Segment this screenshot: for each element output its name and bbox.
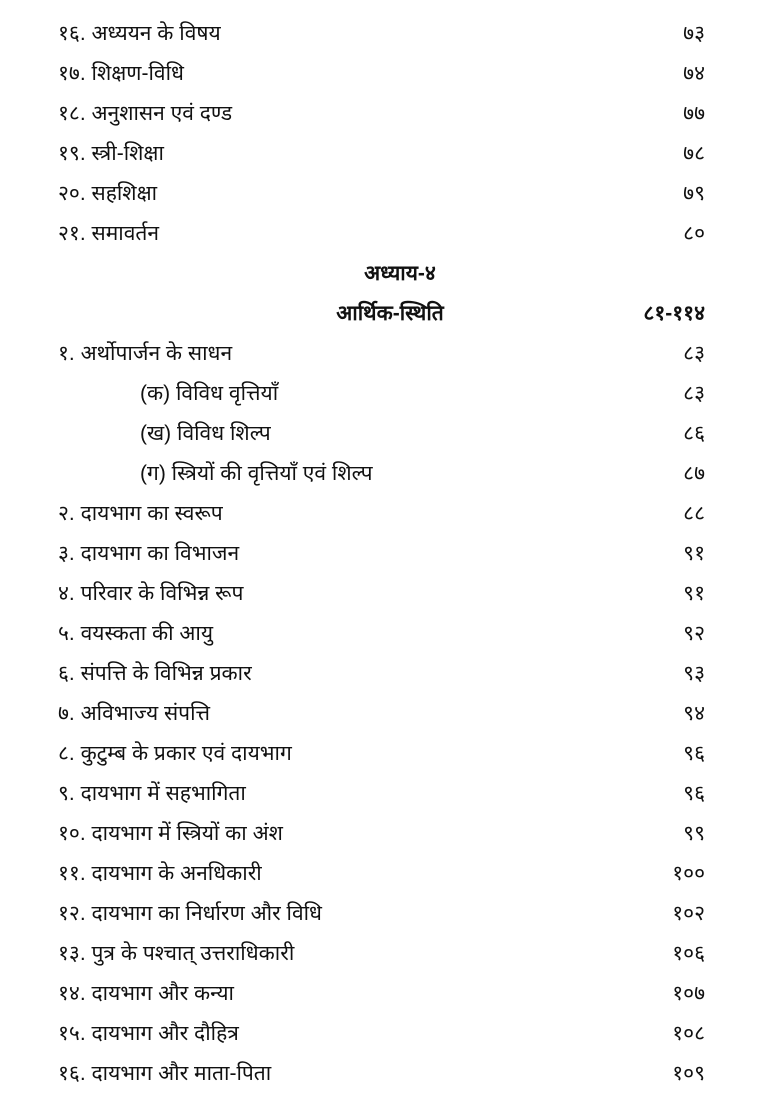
entry-title: १६. दायभाग और माता-पिता: [58, 1062, 272, 1085]
entry-page-number: ९४: [683, 702, 705, 725]
entry-title: १. अर्थोपार्जन के साधन: [58, 342, 233, 365]
entry-title: ४. परिवार के विभिन्न रूप: [58, 582, 244, 605]
toc-subentry: [0, 374, 780, 414]
entry-page-number: ८०: [683, 222, 705, 245]
toc-entry: [0, 894, 780, 934]
entry-title: १६. अध्ययन के विषय: [58, 22, 221, 45]
entry-page-number: ७९: [683, 182, 705, 205]
toc-entry: [0, 934, 780, 974]
entry-title: २०. सहशिक्षा: [58, 182, 158, 205]
toc-subentry: [0, 454, 780, 494]
entry-title: २. दायभाग का स्वरूप: [58, 502, 223, 525]
entry-page-number: ८६: [683, 422, 705, 445]
entry-page-number: १००: [672, 862, 705, 885]
entry-page-number: ७४: [683, 62, 705, 85]
toc-entry: [0, 94, 780, 134]
entry-page-number: १०९: [672, 1062, 705, 1085]
toc-entry: [0, 494, 780, 534]
toc-entry: [0, 334, 780, 374]
entry-page-number: १०२: [672, 902, 705, 925]
entry-page-number: ९२: [683, 622, 705, 645]
chapter-title: [0, 294, 780, 334]
entry-title: ७. अविभाज्य संपत्ति: [58, 702, 211, 725]
toc-entry: [0, 174, 780, 214]
entry-page-number: ८१-११४: [643, 302, 705, 325]
toc-entry: [0, 614, 780, 654]
entry-page-number: ७८: [683, 142, 705, 165]
entry-page-number: १०७: [672, 982, 705, 1005]
entry-title: १३. पुत्र के पश्चात् उत्तराधिकारी: [58, 942, 295, 965]
entry-page-number: ८३: [683, 342, 705, 365]
entry-title: १२. दायभाग का निर्धारण और विधि: [58, 902, 322, 925]
entry-page-number: ९६: [683, 782, 705, 805]
entry-page-number: १०६: [672, 942, 705, 965]
toc-entry: [0, 14, 780, 54]
entry-page-number: ९१: [683, 582, 705, 605]
toc-entry: [0, 54, 780, 94]
entry-page-number: १०८: [672, 1022, 705, 1045]
toc-entry: [0, 1014, 780, 1054]
entry-page-number: ९६: [683, 742, 705, 765]
toc-entry: [0, 214, 780, 254]
entry-title: आर्थिक-स्थिति: [336, 302, 444, 325]
toc-entry: [0, 694, 780, 734]
chapter-label: [0, 254, 780, 294]
entry-page-number: ८७: [683, 462, 705, 485]
toc-subentry: [0, 414, 780, 454]
entry-title: ९. दायभाग में सहभागिता: [58, 782, 246, 805]
entry-page-number: ८८: [683, 502, 705, 525]
entry-title: १७. शिक्षण-विधि: [58, 62, 184, 85]
entry-title: १९. स्त्री-शिक्षा: [58, 142, 164, 165]
entry-title: (ग) स्त्रियों की वृत्तियाँ एवं शिल्प: [140, 462, 373, 485]
entry-title: ५. वयस्कता की आयु: [58, 622, 214, 645]
entry-title: १५. दायभाग और दौहित्र: [58, 1022, 239, 1045]
entry-page-number: ९९: [683, 822, 705, 845]
entry-title: १८. अनुशासन एवं दण्ड: [58, 102, 233, 125]
entry-title: ६. संपत्ति के विभिन्न प्रकार: [58, 662, 252, 685]
entry-title: अध्याय-४: [364, 262, 436, 285]
entry-title: ३. दायभाग का विभाजन: [58, 542, 240, 565]
entry-title: १४. दायभाग और कन्या: [58, 982, 234, 1005]
entry-title: ८. कुटुम्ब के प्रकार एवं दायभाग: [58, 742, 292, 765]
toc-entry: [0, 774, 780, 814]
toc-entry: [0, 654, 780, 694]
toc-entry: [0, 854, 780, 894]
toc-entry: [0, 134, 780, 174]
entry-page-number: ९३: [683, 662, 705, 685]
entry-page-number: ८३: [683, 382, 705, 405]
toc-entry: [0, 734, 780, 774]
entry-page-number: ७७: [683, 102, 705, 125]
entry-page-number: ९१: [683, 542, 705, 565]
toc-entry: [0, 574, 780, 614]
toc-entry: [0, 534, 780, 574]
entry-title: १०. दायभाग में स्त्रियों का अंश: [58, 822, 283, 845]
entry-title: २१. समावर्तन: [58, 222, 160, 245]
entry-title: (ख) विविध शिल्प: [140, 422, 271, 445]
toc-entry: [0, 814, 780, 854]
entry-page-number: ७३: [683, 22, 705, 45]
entry-title: (क) विविध वृत्तियाँ: [140, 382, 279, 405]
toc-entry: [0, 1054, 780, 1094]
entry-title: ११. दायभाग के अनधिकारी: [58, 862, 262, 885]
toc-entry: [0, 974, 780, 1014]
